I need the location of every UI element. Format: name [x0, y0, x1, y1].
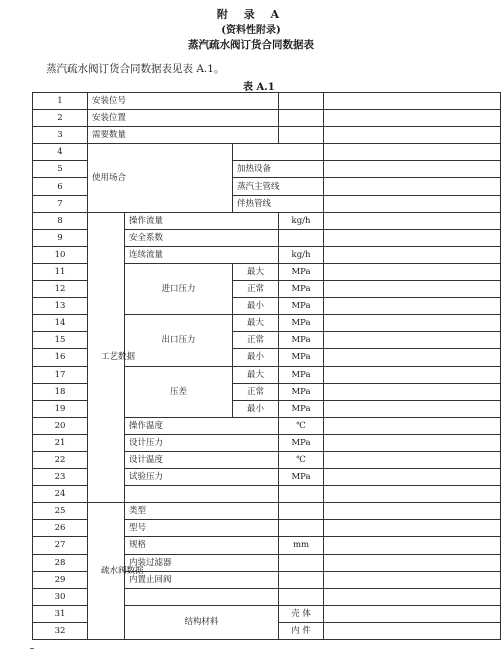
unit-cell: MPa — [279, 298, 324, 315]
row-label: 安装位号 — [88, 93, 279, 110]
table-row — [33, 212, 501, 229]
row-label: 需要数量 — [88, 127, 279, 144]
value-cell[interactable] — [324, 263, 501, 280]
row-label — [125, 486, 279, 503]
data-sheet-table — [32, 92, 501, 640]
level-label: 正常 — [233, 383, 279, 400]
row-label: 规格 — [125, 537, 279, 554]
group-label: 压差 — [125, 366, 233, 417]
table-row — [33, 110, 501, 127]
row-number: 25 — [33, 503, 88, 520]
unit-cell — [279, 110, 324, 127]
row-number: 20 — [33, 417, 88, 434]
value-cell[interactable] — [324, 366, 501, 383]
value-cell[interactable] — [324, 400, 501, 417]
table-row — [33, 144, 501, 161]
material-part: 内 件 — [279, 622, 324, 639]
value-cell[interactable] — [324, 383, 501, 400]
row-number: 3 — [33, 127, 88, 144]
row-number: 1 — [33, 93, 88, 110]
row-number: 24 — [33, 486, 88, 503]
value-cell[interactable] — [324, 622, 501, 639]
row-number: 19 — [33, 400, 88, 417]
material-label: 结构材料 — [125, 605, 279, 639]
unit-cell — [279, 554, 324, 571]
value-cell[interactable] — [324, 537, 501, 554]
sub-label: 伴热管线 — [233, 195, 324, 212]
row-number: 18 — [33, 383, 88, 400]
row-label: 操作流量 — [125, 212, 279, 229]
row-number: 26 — [33, 520, 88, 537]
row-label: 安全系数 — [125, 229, 279, 246]
value-cell[interactable] — [324, 195, 501, 212]
value-cell[interactable] — [324, 349, 501, 366]
value-cell[interactable] — [324, 417, 501, 434]
table-row — [33, 127, 501, 144]
page-mark — [30, 648, 34, 649]
level-label: 最小 — [233, 298, 279, 315]
row-label — [125, 588, 279, 605]
row-number: 30 — [33, 588, 88, 605]
row-number: 22 — [33, 451, 88, 468]
level-label: 最大 — [233, 315, 279, 332]
row-number: 31 — [33, 605, 88, 622]
unit-cell: MPa — [279, 349, 324, 366]
level-label: 正常 — [233, 332, 279, 349]
row-number: 16 — [33, 349, 88, 366]
value-cell[interactable] — [324, 520, 501, 537]
unit-cell: MPa — [279, 400, 324, 417]
row-number: 4 — [33, 144, 88, 161]
row-number: 5 — [33, 161, 88, 178]
row-label: 内装过滤器 — [125, 554, 279, 571]
row-number: 29 — [33, 571, 88, 588]
value-cell[interactable] — [324, 486, 501, 503]
unit-cell: mm — [279, 537, 324, 554]
row-label: 型号 — [125, 520, 279, 537]
row-number: 23 — [33, 469, 88, 486]
value-cell[interactable] — [324, 110, 501, 127]
value-cell[interactable] — [324, 451, 501, 468]
row-number: 8 — [33, 212, 88, 229]
row-label: 操作温度 — [125, 417, 279, 434]
value-cell[interactable] — [324, 144, 501, 161]
unit-cell: kg/h — [279, 246, 324, 263]
row-number: 14 — [33, 315, 88, 332]
sub-label: 加热设备 — [233, 161, 324, 178]
unit-cell: MPa — [279, 434, 324, 451]
value-cell[interactable] — [324, 229, 501, 246]
row-number: 10 — [33, 246, 88, 263]
row-number: 32 — [33, 622, 88, 639]
row-number: 7 — [33, 195, 88, 212]
unit-cell: ℃ — [279, 417, 324, 434]
value-cell[interactable] — [324, 571, 501, 588]
row-number: 21 — [33, 434, 88, 451]
unit-cell: MPa — [279, 383, 324, 400]
row-label: 安装位置 — [88, 110, 279, 127]
row-number: 28 — [33, 554, 88, 571]
row-label: 类型 — [125, 503, 279, 520]
row-label: 设计温度 — [125, 451, 279, 468]
row-number: 2 — [33, 110, 88, 127]
appendix-nature: (资料性附录) — [221, 25, 281, 36]
row-label: 连续流量 — [125, 246, 279, 263]
unit-cell — [279, 127, 324, 144]
unit-cell: MPa — [279, 332, 324, 349]
unit-cell — [279, 229, 324, 246]
row-number: 13 — [33, 298, 88, 315]
unit-cell: MPa — [279, 315, 324, 332]
row-number: 27 — [33, 537, 88, 554]
unit-cell: MPa — [279, 263, 324, 280]
level-label: 最小 — [233, 400, 279, 417]
level-label: 正常 — [233, 281, 279, 298]
value-cell[interactable] — [324, 246, 501, 263]
row-number: 6 — [33, 178, 88, 195]
unit-cell: kg/h — [279, 212, 324, 229]
usage-label: 使用场合 — [88, 144, 233, 212]
value-cell[interactable] — [324, 588, 501, 605]
unit-cell — [279, 486, 324, 503]
row-label: 内置止回阀 — [125, 571, 279, 588]
group-label: 出口压力 — [125, 315, 233, 366]
sub-label — [233, 144, 324, 161]
row-number: 9 — [33, 229, 88, 246]
value-cell[interactable] — [324, 469, 501, 486]
row-label: 试验压力 — [125, 469, 279, 486]
value-cell[interactable] — [324, 332, 501, 349]
value-cell[interactable] — [324, 315, 501, 332]
table-row — [33, 93, 501, 110]
unit-cell: MPa — [279, 281, 324, 298]
value-cell[interactable] — [324, 554, 501, 571]
value-cell[interactable] — [324, 212, 501, 229]
row-number: 12 — [33, 281, 88, 298]
unit-cell — [279, 503, 324, 520]
unit-cell: ℃ — [279, 451, 324, 468]
process-group-label: 工艺数据 — [88, 212, 125, 503]
material-part: 壳 体 — [279, 605, 324, 622]
group-label: 进口压力 — [125, 263, 233, 314]
intro-text: 蒸汽疏水阀订货合同数据表见表 A.1。 — [46, 63, 225, 75]
value-cell[interactable] — [324, 178, 501, 195]
row-number: 17 — [33, 366, 88, 383]
table-caption: 表 A.1 — [243, 82, 275, 93]
appendix-heading: 附 录 A — [216, 8, 286, 21]
unit-cell — [279, 588, 324, 605]
value-cell[interactable] — [324, 127, 501, 144]
level-label: 最小 — [233, 349, 279, 366]
value-cell[interactable] — [324, 605, 501, 622]
appendix-title: 蒸汽疏水阀订货合同数据表 — [188, 39, 314, 51]
unit-cell — [279, 93, 324, 110]
table-row — [33, 503, 501, 520]
value-cell[interactable] — [324, 93, 501, 110]
value-cell[interactable] — [324, 434, 501, 451]
value-cell[interactable] — [324, 161, 501, 178]
unit-cell — [279, 520, 324, 537]
row-number: 15 — [33, 332, 88, 349]
row-number: 11 — [33, 263, 88, 280]
unit-cell: MPa — [279, 366, 324, 383]
level-label: 最大 — [233, 366, 279, 383]
unit-cell — [279, 571, 324, 588]
level-label: 最大 — [233, 263, 279, 280]
value-cell[interactable] — [324, 298, 501, 315]
sub-label: 蒸汽主管线 — [233, 178, 324, 195]
value-cell[interactable] — [324, 281, 501, 298]
trap-group-label: 疏水阀数据 — [88, 503, 125, 640]
value-cell[interactable] — [324, 503, 501, 520]
row-label: 设计压力 — [125, 434, 279, 451]
unit-cell: MPa — [279, 469, 324, 486]
